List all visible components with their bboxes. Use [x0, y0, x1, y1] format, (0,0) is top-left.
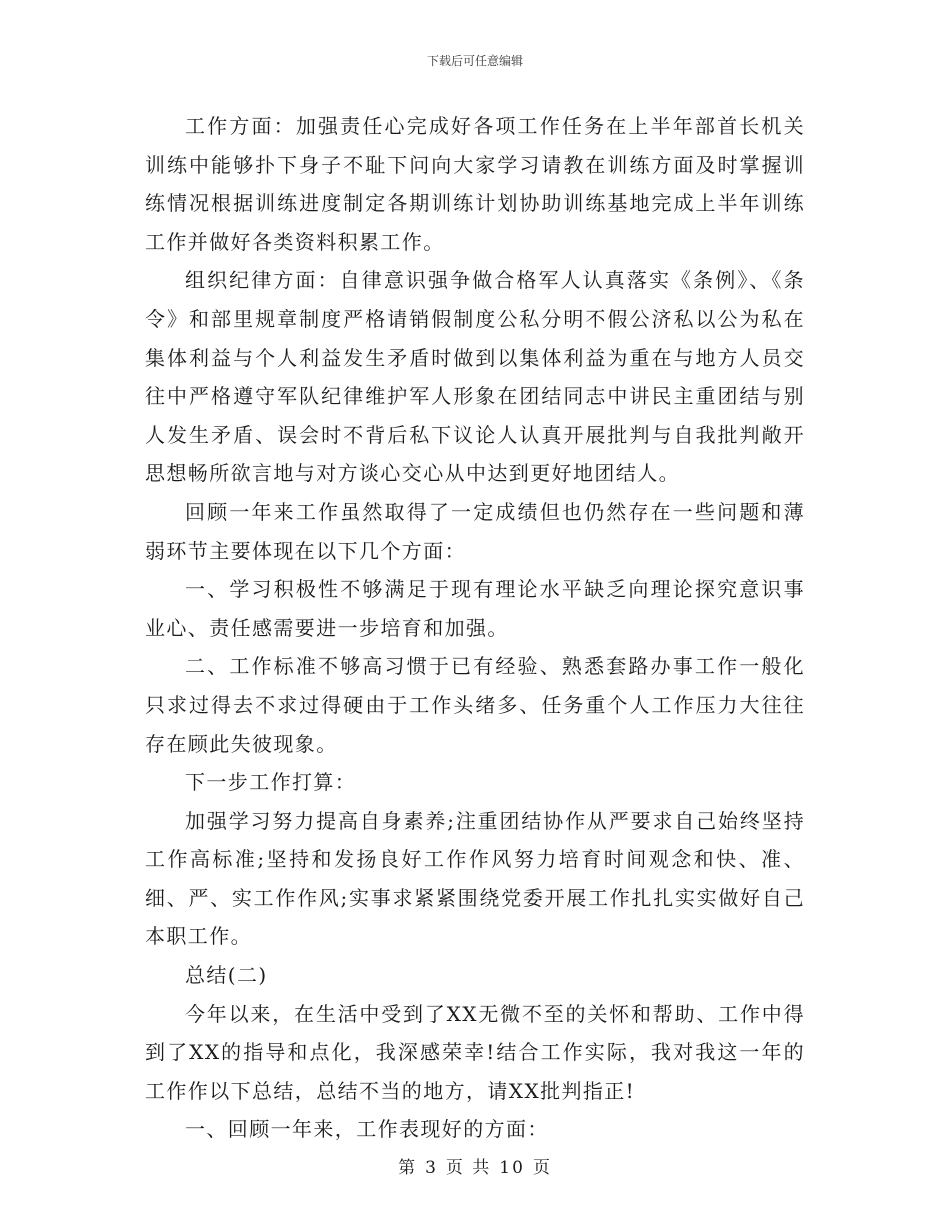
paragraph-work: 工作方面：加强责任心完成好各项工作任务在上半年部首长机关训练中能够扑下身子不耻下问向大家学习请教在训练方面及时掌握训练情况根据训练进度制定各期训练计划协助训练基地完成上半年训练工作并做好各类资料积累工作。 [145, 114, 805, 254]
document-body [145, 107, 805, 1149]
paragraph-next-plan-heading: 下一步工作打算： [185, 770, 357, 795]
paragraph-summary-intro: 今年以来，在生活中受到了XX无微不至的关怀和帮助、工作中得到了XX的指导和点化，我深感荣幸!结合工作实际，我对我这一年的工作作以下总结，总结不当的地方，请XX批判指正! [145, 1001, 805, 1103]
footer-suffix: 页 [532, 1158, 552, 1178]
paragraph-review: 回顾一年来工作虽然取得了一定成绩但也仍然存在一些问题和薄弱环节主要体现在以下几个方面： [145, 499, 805, 563]
paragraph-discipline: 组织纪律方面：自律意识强争做合格军人认真落实《条例》、《条令》和部里规章制度严格请销假制度公私分明不假公济私以公为私在集体利益与个人利益发生矛盾时做到以集体利益为重在与地方人员交往中严格遵守军队纪律维护军人形象在团结同志中讲民主重团结与别人发生矛盾、误会时不背后私下议论人认真开展批判与自我批判敞开思想畅所欲言地与对方谈心交心从中达到更好地团结人。 [145, 268, 805, 486]
footer-total-pages: 10 [499, 1158, 525, 1178]
paragraph-next-plan: 加强学习努力提高自身素养;注重团结协作从严要求自己始终坚持工作高标准;坚持和发扬良好工作作风努力培育时间观念和快、准、细、严、实工作作风;实事求紧紧围绕党委开展工作扎扎实实做好自己本职工作。 [145, 808, 805, 949]
footer-prefix: 第 [398, 1158, 418, 1178]
footer-page-number: 3 [425, 1158, 438, 1178]
paragraph-review-good-heading: 一、回顾一年来，工作表现好的方面： [185, 1117, 549, 1142]
footer-middle: 页 共 [445, 1158, 492, 1178]
page-header: 下载后可任意编辑 [426, 54, 523, 68]
paragraph-issue-two: 二、工作标准不够高习惯于已有经验、熟悉套路办事工作一般化只求过得去不求过得硬由于工作头绪多、任务重个人工作压力大往往存在顾此失彼现象。 [145, 654, 805, 756]
section-heading-summary-two: 总结(二) [185, 963, 268, 988]
paragraph-issue-one: 一、学习积极性不够满足于现有理论水平缺乏向理论探究意识事业心、责任感需要进一步培育和加强。 [145, 577, 805, 640]
page-footer [0, 1153, 950, 1178]
